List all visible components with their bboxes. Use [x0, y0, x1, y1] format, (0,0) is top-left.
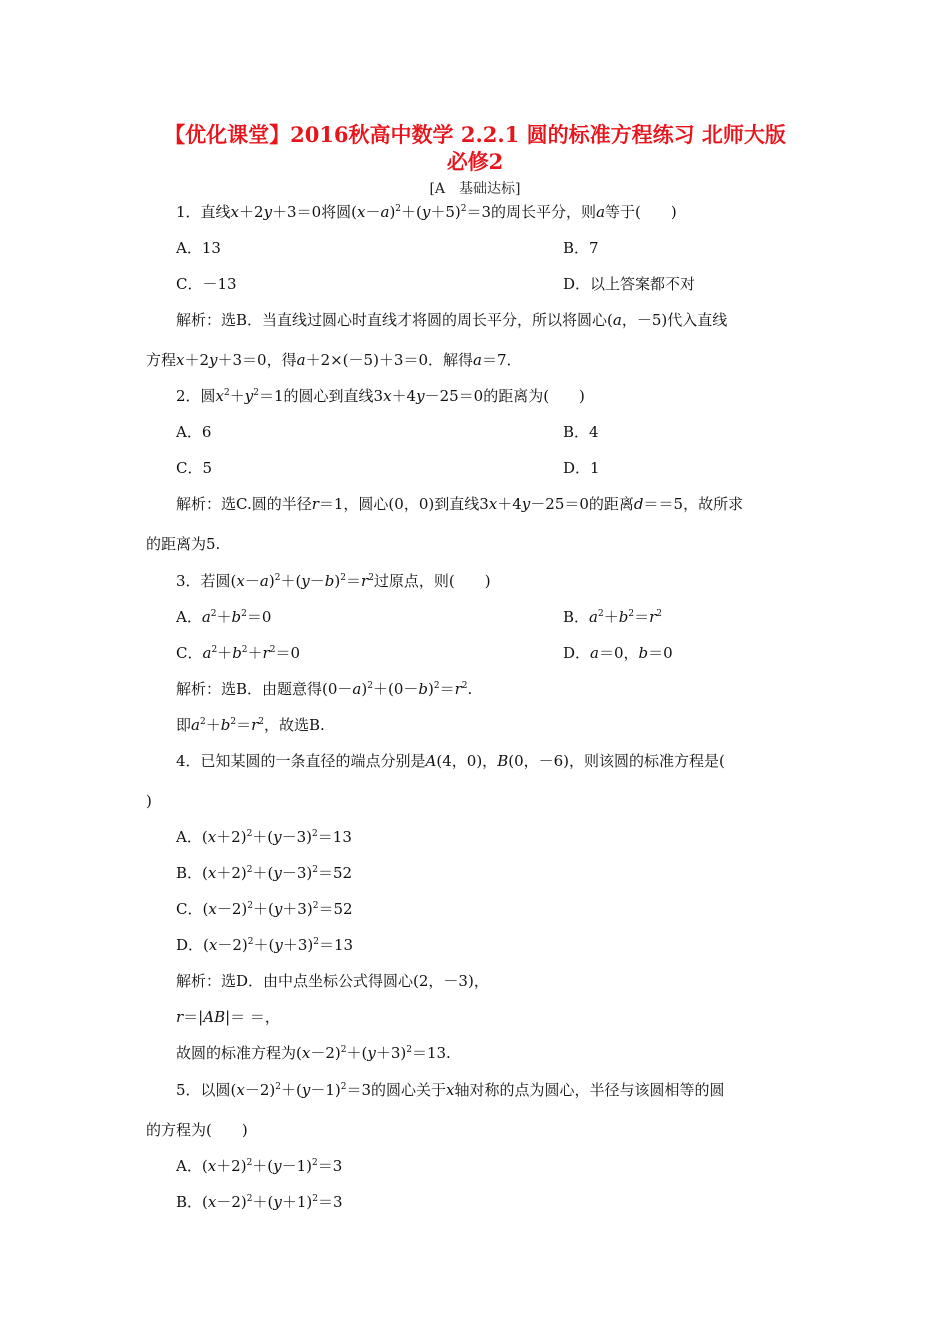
document-title: 【优化课堂】2016秋高中数学 2.2.1 圆的标准方程练习 北师大版: [164, 122, 786, 147]
question-1-option-b: B．7: [563, 239, 599, 257]
question-3-option-b: B．$a^2+b^2=r^2$: [563, 608, 662, 626]
question-2-solution-line2: 的距离为5.: [146, 535, 221, 553]
question-2-stem: 2．圆$x^2+y^2=1$的圆心到直线3x＋4y－25＝0的距离为( ): [176, 387, 585, 405]
question-3-solution-line2: 即$a^2+b^2=r^2$，故选B.: [176, 716, 325, 734]
question-4-solution-line3: 故圆的标准方程为$(x-2)^2+(y+3)^2=13$.: [176, 1044, 451, 1062]
question-2-solution: 解析：选C.圆的半径r＝1，圆心(0，0)到直线3x＋4y－25＝0的距离d＝＝5，故所求: [176, 495, 744, 513]
question-2-option-b: B．4: [563, 423, 599, 441]
question-5-option-b: B．$(x-2)^2+(y+1)^2=3$: [176, 1193, 343, 1211]
section-label: [A 基础达标]: [429, 181, 521, 197]
document-title-line2: 必修2: [446, 149, 504, 174]
question-3-option-a: A．$a^2+b^2=0$: [176, 608, 272, 626]
question-3-stem: 3．若圆$(x-a)^2+(y-b)^2=r^2$过原点，则( ): [176, 572, 491, 590]
question-1-option-a: A．13: [176, 239, 221, 257]
question-2-option-a: A．6: [176, 423, 212, 441]
question-1-option-c: C．－13: [176, 275, 237, 293]
question-4-solution-line2: r＝|AB|＝ ＝，: [176, 1008, 280, 1026]
question-2-option-d: D．1: [563, 459, 600, 477]
question-4-option-c: C．$(x-2)^2+(y+3)^2=52$: [176, 900, 353, 918]
question-3-solution: 解析：选B．由题意得$(0-a)^2+(0-b)^2=r^2$.: [176, 680, 473, 698]
question-3-option-d: D．a＝0，b＝0: [563, 644, 673, 662]
question-4-stem: 4．已知某圆的一条直径的端点分别是A(4，0)，B(0，－6)，则该圆的标准方程是(: [176, 752, 725, 770]
question-2-option-c: C．5: [176, 459, 213, 477]
question-4-option-a: A．$(x+2)^2+(y-3)^2=13$: [176, 828, 352, 846]
question-5-stem: 5．以圆$(x-2)^2+(y-1)^2=3$的圆心关于x轴对称的点为圆心，半径与该圆相等的圆: [176, 1081, 725, 1099]
question-1-option-d: D．以上答案都不对: [563, 275, 696, 293]
question-4-solution: 解析：选D．由中点坐标公式得圆心(2，－3)，: [176, 972, 489, 990]
question-5-stem-line2: 的方程为( ): [146, 1121, 248, 1139]
question-4-option-d: D．$(x-2)^2+(y+3)^2=13$: [176, 936, 354, 954]
question-4-stem-line2: ): [146, 792, 152, 810]
question-1-solution-line2: 方程x＋2y＋3＝0，得a＋2×(－5)＋3＝0．解得a＝7．: [146, 351, 522, 369]
question-5-option-a: A．$(x+2)^2+(y-1)^2=3$: [176, 1157, 343, 1175]
question-3-option-c: C．$a^2+b^2+r^2=0$: [176, 644, 300, 662]
question-1-solution: 解析：选B．当直线过圆心时直线才将圆的周长平分，所以将圆心(a，－5)代入直线: [176, 311, 728, 329]
question-1-stem: 1．直线x＋2y＋3＝0将圆$(x-a)^2+(y+5)^2=3$的周长平分，则a等于( ): [176, 203, 677, 221]
question-4-option-b: B．$(x+2)^2+(y-3)^2=52$: [176, 864, 353, 882]
